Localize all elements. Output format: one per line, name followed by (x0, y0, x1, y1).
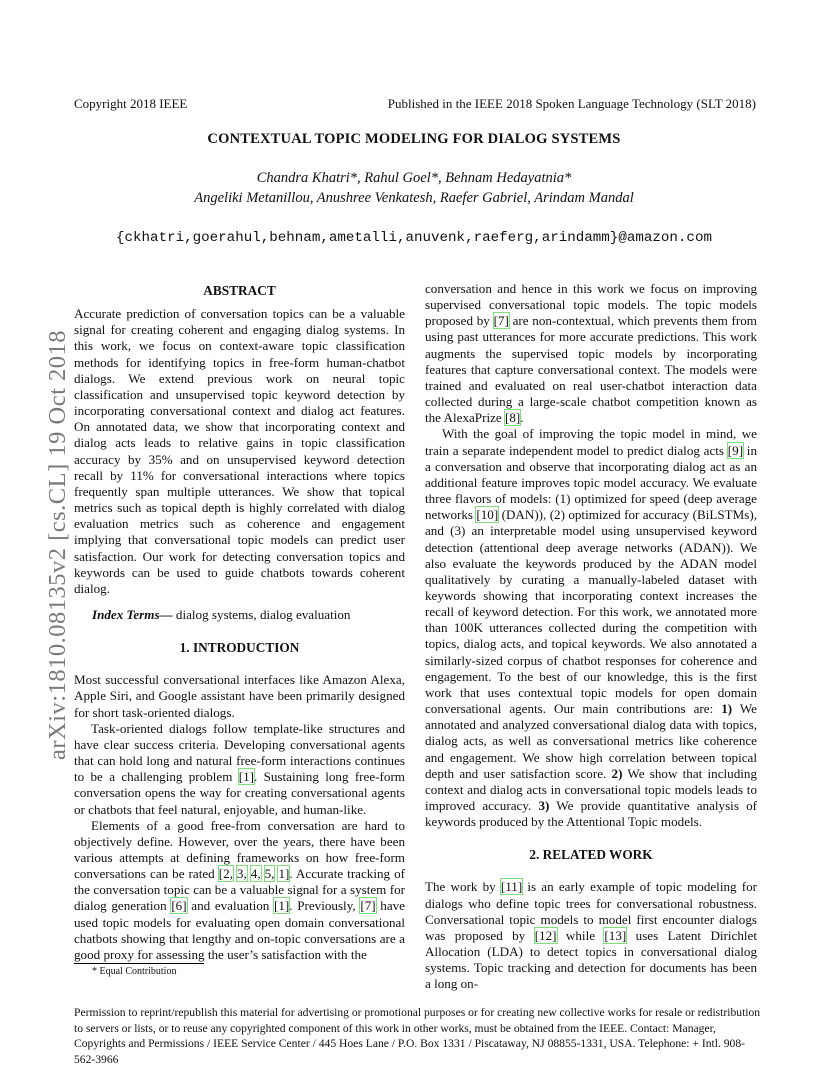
footnote-rule (74, 963, 204, 964)
citation-link[interactable]: [2, (218, 866, 233, 882)
citation-link[interactable]: 4, (250, 866, 261, 882)
intro-paragraph-1: Most successful conversational interfaces like Amazon Alexa, Apple Siri, and Google assistant have been primarily designed for short task-oriented dialogs. (74, 672, 405, 720)
footnote: * Equal Contribution (92, 966, 177, 977)
authors-line-2: Angeliki Metanillou, Anushree Venkatesh, Raefer Gabriel, Arindam Mandal (194, 190, 634, 206)
index-terms-label: Index Terms— (92, 606, 173, 622)
citation-link[interactable]: 5, (264, 866, 275, 882)
citation-link[interactable]: [7] (493, 313, 509, 329)
left-column (74, 283, 405, 963)
abstract-text: Accurate prediction of conversation topics can be a valuable signal for creating coherent and engaging dialog systems. In this work, we focus on context-aware topic classification methods for identifying topics in free-form human-chatbot dialogs. We extend previous work on neural topic classification and unsupervised topic keyword detection by incorporating conversational context and dialog act features. On annotated data, we show that incorporating context and dialog acts leads to relative gains in topic classification accuracy by 35% and on unsupervised keyword detection recall by 11% for conversational interactions where topics frequently span multiple utterances. We show that topical metrics such as topical depth is highly correlated with dialog evaluation metrics such as coherence and engagement implying that conversational topic models can predict user satisfaction. Our work for detecting conversation topics and keywords can be used to guide chatbots towards coherent dialog. (74, 306, 405, 596)
paper-title: CONTEXTUAL TOPIC MODELING FOR DIALOG SYSTEMS (207, 131, 621, 147)
related-work-heading: 2. RELATED WORK (529, 847, 653, 863)
header-venue: Published in the IEEE 2018 Spoken Language Technology (SLT 2018) (387, 96, 756, 111)
permission-notice: Permission to reprint/republish this material for advertising or promotional purposes or for creating new collective works for resale or redistribution to servers or lists, or to reuse any copyrighted component of this work in other works, must be obtained from the IEEE. Contact: Manager, Copyrights and Permissions / IEEE Service Center / 445 Hoes Lane / P.O. Box 1331 / Piscataway, NJ 08855-1331, USA. Telephone: + Intl. 908-562-3966 (74, 1006, 761, 1066)
header-copyright: Copyright 2018 IEEE (74, 96, 188, 111)
index-terms (92, 607, 405, 623)
author-emails: {ckhatri,goerahul,behnam,ametalli,anuvenk,raeferg,arindamm}@amazon.com (116, 230, 712, 246)
authors-line-1: Chandra Khatri*, Rahul Goel*, Behnam Hedayatnia* (256, 170, 572, 186)
right-paragraph-2: With the goal of improving the topic model in mind, we train a separate independent model to predict dialog acts [9] in a conversation and observe that incorporating dialog act as an additional feature improves topic model accuracy. We evaluate three flavors of models: (1) optimized for speed (deep average networks [10] (DAN)), (2) optimized for accuracy (BiLSTMs), and (3) an interpretable model using unsupervised keyword detection (attentional deep average networks (ADAN)). We also evaluate the keywords produced by the ADAN model qualitatively by curating a manually-labeled dataset with keywords showing that incorporating context increases the recall of keyword detection. For this work, we annotated more than 100K utterances collected during the competition with topics, dialog acts, and topical keywords. We also annotated a similarly-sized corpus of chatbot responses for coherence and engagement. To the best of our knowledge, this is the first work that uses contextual topic models for open domain conversational agents. Our main contributions are: 1) We annotated and analyzed conversational dialog data with topics, dialog acts, as well as conversational metrics like coherence and engagement. We show high correlation between topical depth and user satisfaction score. 2) We show that including context and dialog acts in conversational topic models leads to improved accuracy. 3) We provide quantitative analysis of keywords produced by the Attentional Topic models. (425, 426, 758, 830)
abstract-heading: ABSTRACT (203, 283, 276, 298)
intro-paragraph-2: Task-oriented dialogs follow template-like structures and have clear success criteria. Developing conversational agents that can hold long and natural free-form interactions continues to be a challenging problem [1]. Sustaining long free-form conversation opens the way for creating conversational agents or chatbots that feel natural, enjoyable, and human-like. (74, 720, 405, 817)
citation-link[interactable]: [11] (500, 879, 523, 895)
right-paragraph-1: conversation and hence in this work we focus on improving supervised conversational topic models. The topic models proposed by [7] are non-contextual, which prevents them from using past utterances for more accurate predictions. This work augments the supervised topic models by incorporating features that capture conversational context. The models were trained and evaluated on real user-chatbot interaction data collected during a large-scale chatbot competition known as the AlexaPrize [8]. (425, 281, 757, 426)
arxiv-stamp: arXiv:1810.08135v2 [cs.CL] 19 Oct 2018 (44, 330, 71, 760)
citation-link[interactable]: 1] (278, 866, 290, 882)
intro-heading: 1. INTRODUCTION (179, 640, 300, 656)
intro-paragraph-3: Elements of a good free-from conversation are hard to objectively define. However, over the years, there have been various attempts at defining frameworks on how free-form conversations can be rated [2, 3, 4, 5, 1]. Accurate tracking of the conversation topic can be a valuable signal for a system for dialog generation [6] and evaluation [1]. Previously, [7] have used topic models for evaluating open domain conversational chatbots showing that lengthy and on-topic conversations are a good proxy for assessing the user’s satisfaction with the (74, 817, 405, 962)
related-work-paragraph: The work by [11] is an early example of topic modeling for dialogs who define topic trees for conversational robustness. Conversational topic models to model first encounter dialogs was proposed by [12] while [13] uses Latent Dirichlet Allocation (LDA) to detect topics in conversational dialog systems. Topic tracking and detection for documents has been a long on- (425, 879, 758, 992)
citation-link[interactable]: [1] (238, 769, 254, 785)
citation-link[interactable]: [9] (727, 442, 744, 458)
citation-link[interactable]: [1] (274, 898, 290, 914)
citation-link[interactable]: 3, (236, 866, 247, 882)
right-column (425, 281, 757, 993)
citation-link[interactable]: [8] (505, 410, 521, 426)
citation-link[interactable]: [6] (171, 898, 187, 914)
citation-link[interactable]: [7] (360, 898, 376, 914)
index-terms-text: dialog systems, dialog evaluation (175, 606, 351, 622)
citation-link[interactable]: [13] (604, 927, 627, 943)
citation-link[interactable]: [10] (476, 507, 499, 523)
citation-link[interactable]: [12] (534, 927, 557, 943)
